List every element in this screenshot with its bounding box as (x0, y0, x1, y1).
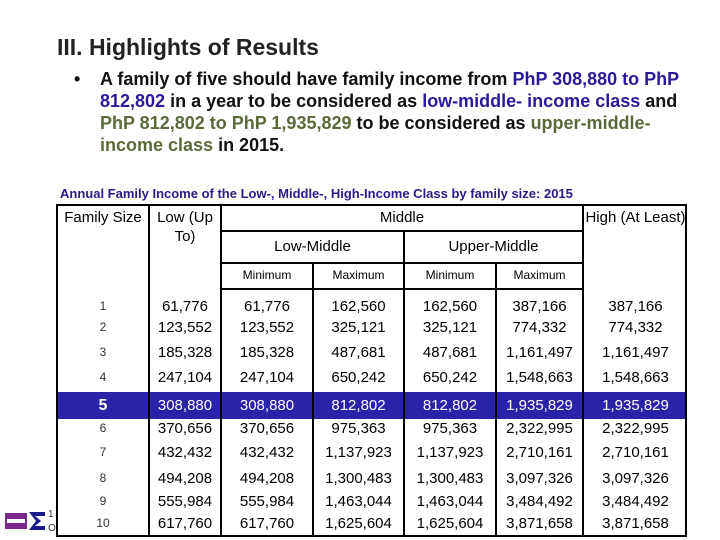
cell-low-middle-max: 1,463,044 (325, 493, 392, 510)
cell-high: 1,548,663 (602, 369, 669, 386)
cell-family-size: 9 (99, 494, 107, 508)
cell-low-middle-min: 555,984 (239, 493, 295, 510)
cell-high: 3,484,492 (602, 493, 669, 510)
cell-high: 387,166 (608, 298, 663, 315)
cell-upper-middle-max: 3,871,658 (506, 515, 573, 532)
cell-family-size: 6 (99, 421, 107, 435)
cell-low-middle-min: 494,208 (239, 470, 295, 487)
cell-family-size: 1 (99, 299, 107, 313)
cell-upper-middle-max: 3,484,492 (506, 493, 573, 510)
psa-logo-icon (5, 510, 47, 532)
cell-low-middle-min: 185,328 (239, 344, 295, 361)
cell-upper-middle-max: 3,097,326 (506, 470, 573, 487)
header-upper-middle-min: Minimum (425, 268, 475, 282)
header-low-middle: Low-Middle (274, 238, 351, 255)
cell-upper-middle-min: 1,463,044 (416, 493, 484, 510)
footer-text: O (48, 523, 56, 534)
cell-low: 494,208 (157, 470, 213, 487)
cell-low-middle-min: 308,880 (239, 397, 295, 414)
cell-family-size: 5 (98, 397, 108, 414)
cell-upper-middle-max: 387,166 (512, 298, 567, 315)
bullet-text: in 2015. (213, 135, 285, 155)
slide-title: III. Highlights of Results (57, 34, 319, 60)
cell-upper-middle-min: 1,625,604 (416, 515, 484, 532)
cell-upper-middle-min: 650,242 (422, 369, 478, 386)
bullet-text: to be considered as (351, 113, 531, 133)
highlight-bullet (74, 68, 682, 156)
cell-low-middle-max: 650,242 (331, 369, 386, 386)
cell-family-size: 7 (99, 445, 107, 459)
cell-low-middle-max: 162,560 (331, 298, 386, 315)
footer-text: 1 (48, 509, 54, 520)
header-family-size: Family Size (64, 209, 142, 226)
cell-low: 308,880 (157, 397, 213, 414)
bullet-text: A family of five should have family income from (100, 69, 513, 89)
cell-low-middle-max: 487,681 (331, 344, 386, 361)
cell-low: 370,656 (157, 420, 213, 437)
cell-upper-middle-min: 975,363 (422, 420, 478, 437)
header-low-middle-max: Maximum (332, 268, 385, 282)
header-high: High (At Least) (585, 209, 686, 226)
cell-upper-middle-max: 774,332 (512, 319, 567, 336)
cell-low-middle-min: 247,104 (239, 369, 295, 386)
cell-low: 247,104 (157, 369, 213, 386)
header-upper-middle: Upper-Middle (448, 238, 539, 255)
cell-family-size: 2 (99, 320, 107, 334)
cell-low-middle-min: 617,760 (239, 515, 295, 532)
header-middle: Middle (379, 209, 425, 226)
cell-upper-middle-max: 2,710,161 (506, 444, 573, 461)
cell-family-size: 10 (96, 516, 110, 530)
cell-low: 185,328 (157, 344, 213, 361)
bullet-range-low-middle: PhP 308,880 to PhP 812,802 (100, 69, 679, 111)
cell-upper-middle-min: 162,560 (422, 298, 478, 315)
cell-low: 432,432 (157, 444, 213, 461)
header-upper-middle-max: Maximum (513, 268, 566, 282)
cell-high: 2,710,161 (602, 444, 669, 461)
cell-high: 774,332 (608, 319, 663, 336)
cell-low-middle-max: 325,121 (331, 319, 386, 336)
bullet-low-middle-class: low-middle- income class (422, 91, 641, 111)
cell-family-size: 4 (99, 370, 107, 384)
income-table (56, 204, 687, 537)
cell-upper-middle-min: 325,121 (422, 319, 478, 336)
cell-upper-middle-min: 487,681 (422, 344, 478, 361)
cell-low-middle-max: 812,802 (331, 397, 386, 414)
cell-upper-middle-min: 1,300,483 (416, 470, 484, 487)
cell-upper-middle-max: 1,548,663 (506, 369, 573, 386)
header-low-middle-min: Minimum (242, 268, 292, 282)
cell-high: 3,871,658 (602, 515, 669, 532)
bullet-text: in a year to be considered as (165, 91, 423, 111)
cell-upper-middle-min: 812,802 (422, 397, 478, 414)
bullet-text: and (640, 91, 678, 111)
cell-upper-middle-min: 1,137,923 (416, 444, 484, 461)
cell-upper-middle-max: 2,322,995 (506, 420, 573, 437)
cell-low-middle-max: 1,625,604 (325, 515, 392, 532)
cell-high: 1,161,497 (602, 344, 669, 361)
cell-low: 555,984 (157, 493, 213, 510)
bullet-range-upper-middle: PhP 812,802 to PhP 1,935,829 (100, 113, 352, 133)
cell-upper-middle-max: 1,935,829 (506, 397, 573, 414)
table-caption: Annual Family Income of the Low-, Middle-, High-Income Class by family size: 2015 (60, 186, 573, 201)
cell-low-middle-max: 1,137,923 (325, 444, 392, 461)
cell-high: 1,935,829 (602, 397, 669, 414)
cell-low-middle-min: 370,656 (239, 420, 295, 437)
bullet-dot: • (74, 69, 81, 89)
cell-low: 123,552 (157, 319, 213, 336)
cell-low: 61,776 (162, 298, 208, 315)
cell-low-middle-min: 432,432 (239, 444, 295, 461)
cell-family-size: 8 (99, 471, 107, 485)
cell-family-size: 3 (99, 345, 107, 359)
cell-high: 3,097,326 (602, 470, 669, 487)
cell-low-middle-min: 61,776 (244, 298, 290, 315)
bullet-upper-middle-class: upper-middle- income class (100, 113, 651, 155)
cell-high: 2,322,995 (602, 420, 669, 437)
cell-low: 617,760 (157, 515, 213, 532)
cell-low-middle-min: 123,552 (239, 319, 295, 336)
cell-low-middle-max: 1,300,483 (325, 470, 392, 487)
header-low: Low (Up To) (157, 209, 213, 245)
cell-low-middle-max: 975,363 (331, 420, 386, 437)
cell-upper-middle-max: 1,161,497 (506, 344, 573, 361)
